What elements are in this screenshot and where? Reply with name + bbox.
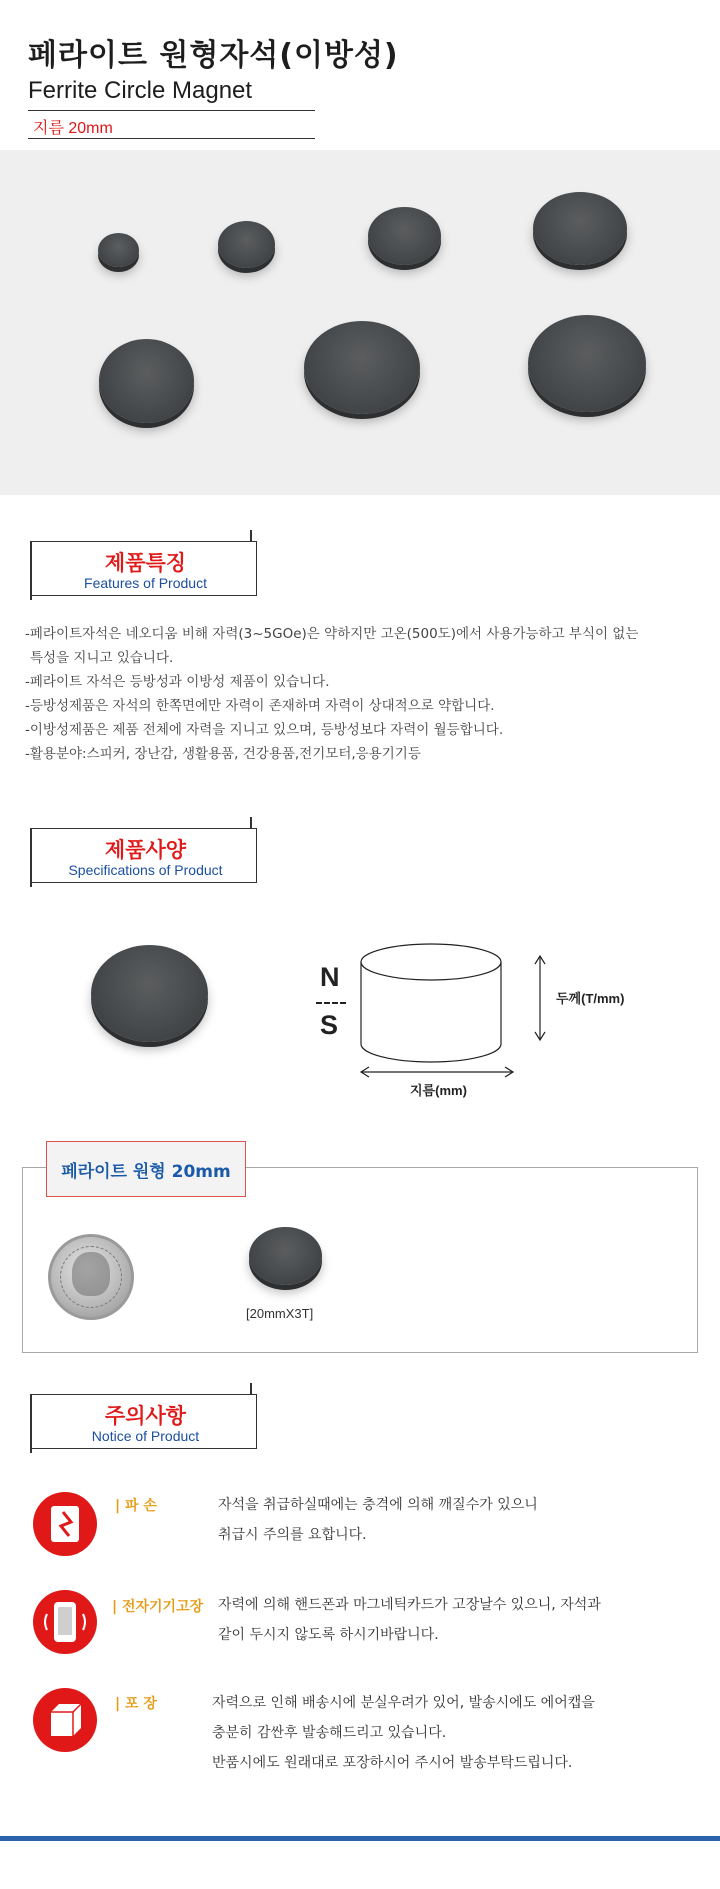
notice-label: | 포 장 bbox=[115, 1696, 157, 1712]
notice-icon-circle bbox=[33, 1492, 97, 1556]
notice-line: 취급시 주의를 요합니다. bbox=[218, 1527, 367, 1543]
feature-line: -페라이트자석은 네오디움 비해 자력(3~5GOe)은 약하지만 고온(500도)에서 사용가능하고 부식이 없는 bbox=[25, 626, 639, 642]
notice-label: | 전자기기고장 bbox=[112, 1599, 204, 1615]
coin-portrait bbox=[72, 1252, 110, 1296]
notice-label: | 파 손 bbox=[115, 1498, 157, 1514]
notice-line: 자력으로 인해 배송시에 분실우려가 있어, 발송시에도 에어캡을 bbox=[212, 1695, 595, 1711]
specs-heading bbox=[30, 828, 257, 883]
broken-glass-icon bbox=[33, 1492, 97, 1556]
features-heading bbox=[30, 541, 257, 596]
cylinder-diagram bbox=[345, 940, 560, 1080]
feature-line: 특성을 지니고 있습니다. bbox=[30, 650, 174, 666]
pole-s-label: S bbox=[320, 1010, 339, 1040]
magnet-image bbox=[533, 192, 627, 265]
magnet-image bbox=[304, 321, 420, 414]
notice-text bbox=[218, 1490, 538, 1550]
magnet-image bbox=[98, 233, 139, 267]
magnet-image bbox=[368, 207, 441, 265]
sample-caption: [20mmX3T] bbox=[246, 1306, 314, 1321]
features-subtitle: Features of Product bbox=[84, 575, 207, 591]
notice-subtitle: Notice of Product bbox=[91, 1428, 200, 1444]
pole-divider bbox=[316, 1002, 346, 1004]
feature-line: -페라이트 자석은 등방성과 이방성 제품이 있습니다. bbox=[25, 674, 330, 690]
footer-line bbox=[0, 1836, 720, 1841]
phone-icon bbox=[33, 1590, 97, 1654]
notice-line: 반품시에도 원래대로 포장하시어 주시어 발송부탁드립니다. bbox=[212, 1755, 573, 1771]
notice-line: 자석을 취급하실때에는 충격에 의해 깨질수가 있으니 bbox=[218, 1497, 538, 1513]
magnet-image bbox=[528, 315, 646, 412]
notice-line: 같이 두시지 않도록 하시기바랍니다. bbox=[218, 1627, 439, 1643]
notice-icon-circle bbox=[33, 1590, 97, 1654]
divider bbox=[28, 138, 315, 139]
magnet-image bbox=[99, 339, 194, 423]
features-title: 제품특징 bbox=[104, 551, 187, 575]
notice-text bbox=[218, 1590, 601, 1650]
notice-heading bbox=[30, 1394, 257, 1449]
specs-title: 제품사양 bbox=[104, 838, 187, 862]
specs-subtitle: Specifications of Product bbox=[68, 862, 223, 878]
page-subtitle-english: Ferrite Circle Magnet bbox=[28, 77, 253, 104]
notice-text bbox=[212, 1688, 595, 1778]
feature-line: -이방성제품은 제품 전체에 자력을 지니고 있으며, 등방성보다 자력이 월등합니다. bbox=[25, 722, 504, 738]
notice-line: 충분히 감싼후 발송해드리고 있습니다. bbox=[212, 1725, 447, 1741]
divider bbox=[28, 110, 315, 111]
feature-line: -등방성제품은 자석의 한쪽면에만 자력이 존재하며 자력이 상대적으로 약합니다. bbox=[25, 698, 495, 714]
magnet-image bbox=[249, 1227, 322, 1285]
notice-icon-circle bbox=[33, 1688, 97, 1752]
notice-line: 자력에 의해 핸드폰과 마그네틱카드가 고장날수 있으니, 자석과 bbox=[218, 1597, 601, 1613]
page-title: 페라이트 원형자석(이방성) bbox=[28, 38, 399, 73]
diameter-label: 지름(mm) bbox=[410, 1083, 467, 1098]
magnet-image bbox=[218, 221, 275, 268]
pole-n-label: N bbox=[320, 962, 340, 992]
notice-title: 주의사항 bbox=[104, 1404, 187, 1428]
box-icon bbox=[33, 1688, 97, 1752]
sample-tag-label: 페라이트 원형 20mm bbox=[61, 1162, 231, 1182]
thickness-label: 두께(T/mm) bbox=[556, 991, 625, 1006]
magnet-image bbox=[91, 945, 208, 1042]
feature-line: -활용분야:스피커, 장난감, 생활용품, 건강용품,전기모터,응용기기등 bbox=[25, 746, 421, 762]
size-label: 지름 20mm bbox=[33, 120, 113, 137]
